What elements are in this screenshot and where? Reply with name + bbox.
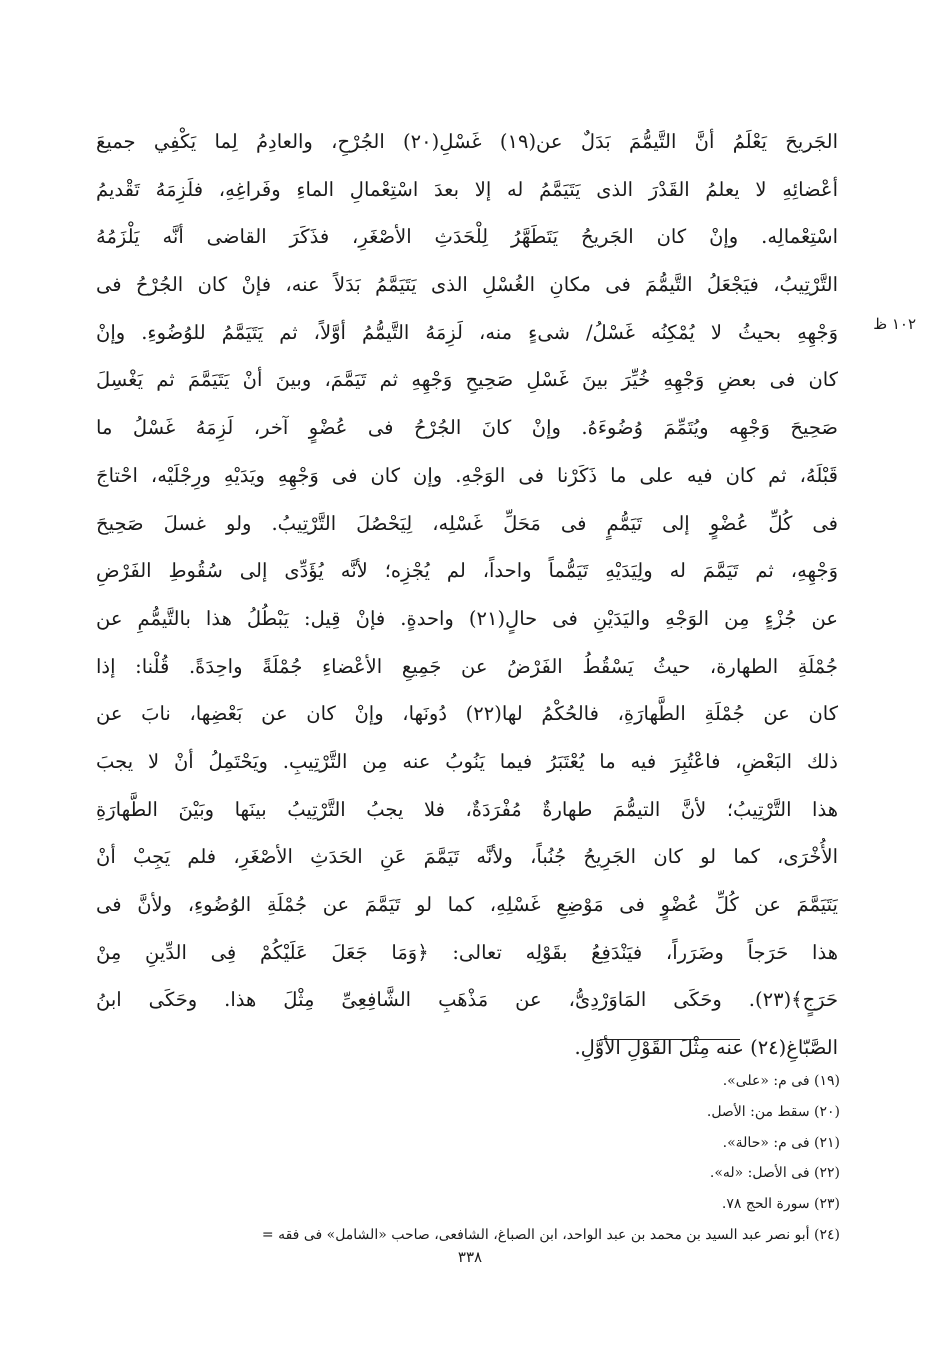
- text-line: صَحِيحَ وَجْهِه ويُتَمِّمَ وُضُوءَهُ. وإنْ كانَ الجُرْحُ فى عُضْوٍ آخر، لَزِمَهُ غَسْلُ ما: [96, 416, 838, 440]
- text-line: الصَّبّاغِ(٢٤) عنه مِثْلَ القَوْلِ الأوَّلِ.: [574, 1036, 838, 1060]
- footnote: (٢٣) سورة الحج ٧٨.: [721, 1196, 840, 1213]
- text-line: الأُخْرَى، كما لو كان الجَرِيحُ جُنُباً، ولأنَّه تَيَمَّمَ عَنِ الحَدَثِ الأصْغَرِ، فلم يَجِبْ أنْ: [96, 845, 838, 869]
- text-line: يَتَيَمَّمَ عن كُلِّ عُضْوٍ فى مَوْضِعِ غَسْلِهِ، كما لو تَيَمَّمَ عن جُمْلَةِ الوُضُوءِ، ولأنَّ فى: [96, 893, 838, 916]
- text-line: الجَريحَ يَعْلَمُ أنَّ التَّيمُّمَ بَدَلٌ عن(١٩) غَسْلِ(٢٠) الجُرْحِ، والعادِمُ لِما يَكْفِي جميعَ: [96, 130, 838, 153]
- text-line: ذلك البَعْضِ، فاعْتُبِرَ فيه ما يُعْتَبَرُ فيما يَنُوبُ عنه مِن التَّرْتِيبِ. ويَحْتَمِلُ أنْ لا يجبَ: [96, 749, 838, 773]
- text-line: اسْتِعْمالِه. وإنْ كان الجَريحُ يَتَطَهَّرُ لِلْحَدَثِ الأصْغَرِ، فذَكَرَ القاضى أنَّه يَلْزَمُهُ: [96, 225, 838, 249]
- text-line: التَّرْتِيبُ، فيَجْعَلُ التَّيمُّمَ فى مكانِ الغُسْلِ الذى يَتَيَمَّمُ بَدَلاً عنه، فإنْ كان الجُرْحُ فى: [96, 273, 838, 297]
- folio-margin-note: ١٠٢ ظ: [873, 315, 916, 333]
- footnotes-block: [96, 1066, 840, 1251]
- text-line: كان فى بعضِ وَجْهِهِ خُيِّرَ بينَ غَسْلِ صَحِيحِ وَجْهِهِ ثم تَيَمَّمَ، وبينَ أنْ يَتَيَمَّمَ ثم يَغْسِلَ: [96, 368, 838, 392]
- text-line: قَبْلَهُ، ثم كان فيه على ما ذَكَرْنا فى الوَجْهِ. وإن كان فى وَجْهِهِ ويَدَيْهِ ورِجْلَيْه، احْتاجَ: [96, 463, 838, 487]
- main-text-block: [96, 118, 838, 1072]
- footnote: (١٩) فى م: «على».: [722, 1073, 840, 1089]
- text-line: أعْضائِهِ لا يعلمُ القَدْرَ الذى يَتَيَمَّمُ له إلا بعدَ اسْتِعْمالِ الماءِ وفَراغِهِ، فلَزِمَهُ تَقْديمُ: [96, 177, 838, 201]
- text-line: هذا حَرَجاً وضَرَراً، فيَنْدَفِعُ بقَوْلِه تعالى: ﴿وَمَا جَعَلَ عَلَيْكُمْ فِى الدِّينِ مِنْ: [96, 940, 838, 964]
- page-number: ٣٣٨: [457, 1248, 483, 1266]
- footnote: (٢٤) أبو نصر عبد السيد بن محمد بن عبد الواحد، ابن الصباغ، الشافعى، صاحب «الشامل» فى فقه =: [261, 1226, 840, 1243]
- text-line: كان عن جُمْلَةِ الطَّهارَةِ، فالحُكْمُ لها(٢٢) دُونَها، وإنْ كان عن بَعْضِها، نابَ عن: [96, 702, 838, 726]
- text-line: هذا التَّرْتِيبُ؛ لأنَّ التيمُّمَ طهارةٌ مُفْرَدَةٌ، فلا يجبُ التَّرْتِيبُ بينَها وبَيْنَ الطَّهارَةِ: [96, 797, 838, 821]
- text-line: وَجْهِهِ، ثم تَيَمَّمَ له ولِيَدَيْهِ تَيَمُّماً واحداً، لم يُجْزِه؛ لأنَّه يُؤَدِّى إلى سُقُوطِ الفَرْضِ: [96, 559, 838, 583]
- footnote: (٢٠) سقط من: الأصل.: [706, 1103, 840, 1120]
- footnote: (٢٢) فى الأصل: «له».: [709, 1165, 840, 1182]
- text-line: حَرَجٍ﴾(٢٣). وحَكَى المَاوَرْدِىُّ، عن مَذْهَبِ الشَّافِعِىِّ مِثْلَ هذا. وحَكَى ابنُ: [96, 988, 838, 1012]
- text-line: فى كُلِّ عُضْوٍ إلى تَيَمُّمٍ فى مَحَلِّ غَسْلِه، لِيَحْصُلَ التَّرْتِيبُ. ولو غسلَ صَحِيحَ: [96, 511, 838, 535]
- footnote: (٢١) فى م: «حالة».: [722, 1134, 840, 1151]
- text-line: عن جُزْءٍ مِن الوَجْهِ واليَدَيْنِ فى حالٍ(٢١) واحدةٍ. فإنْ قِيل: يَبْطُلُ هذا بالتَّيمُّمِ عن: [96, 606, 838, 630]
- footnote-divider: [600, 1039, 740, 1040]
- text-line: جُمْلَةِ الطهارة، حيثُ يَسْقُطُ الفَرْضُ عن جَمِيعِ الأعْضاءِ جُمْلَةً واحِدَةً. قُلْنا: إذا: [96, 654, 838, 678]
- text-line: وَجْهِهِ بحيثُ لا يُمْكِنُه غَسْلُ/ شىءٍ منه، لَزِمَهُ التَّيمُّمُ أوَّلاً، ثم يَتَيَمَّمُ للوُضُوءِ. وإنْ: [96, 320, 838, 344]
